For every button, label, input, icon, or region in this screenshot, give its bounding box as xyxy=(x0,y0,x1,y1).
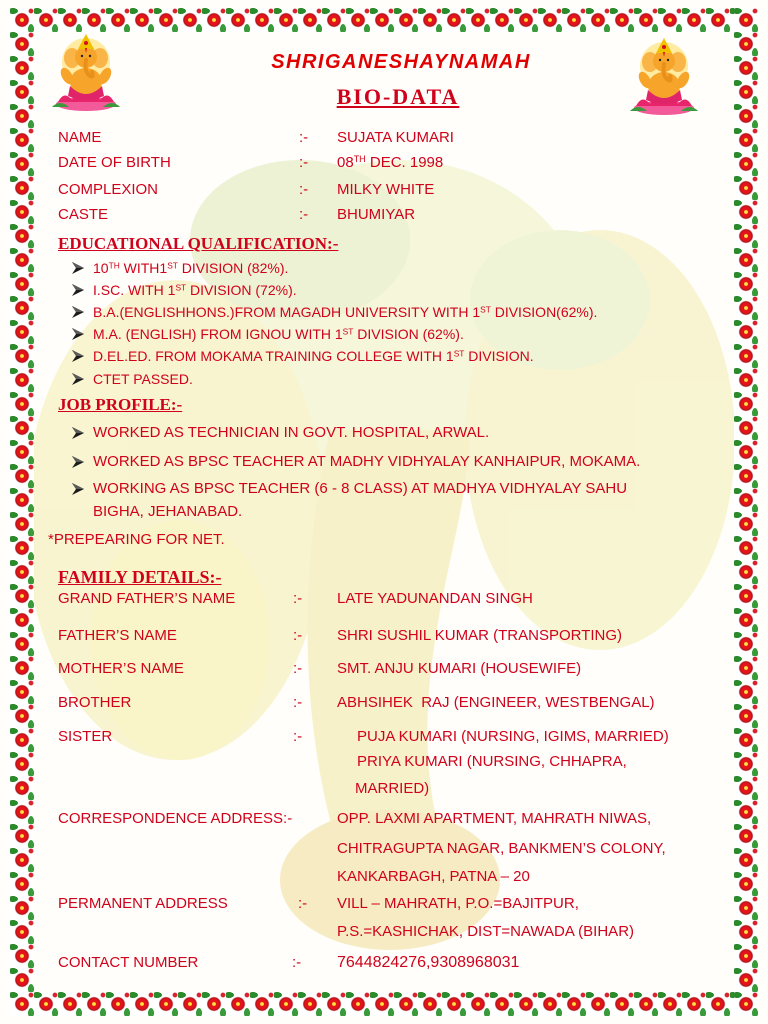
job-item-text: WORKED AS TECHNICIAN IN GOVT. HOSPITAL, ARWAL. xyxy=(93,424,490,441)
text-segment: DIVISION. xyxy=(464,348,534,364)
job-item xyxy=(0,480,768,522)
job-item-text: WORKING AS BPSC TEACHER (6 - 8 CLASS) AT MADHYA VIDHYALAY SAHU xyxy=(93,480,628,497)
job-item xyxy=(0,424,768,444)
field-value-line: PRIYA KUMARI (NURSING, CHHAPRA, xyxy=(357,753,627,770)
personal-row-caste xyxy=(0,206,768,226)
contact-number-value: 7644824276,9308968031 xyxy=(337,954,520,971)
field-value: SUJATA KUMARI xyxy=(337,129,454,146)
job-item-text: WORKED AS BPSC TEACHER AT MADHY VIDHYALAY KANHAIPUR, MOKAMA. xyxy=(93,453,641,470)
biodata-title: BIO-DATA xyxy=(336,84,460,109)
education-item xyxy=(0,370,768,390)
education-item-text xyxy=(93,281,297,299)
field-separator: :- xyxy=(298,895,308,912)
ordinal-suffix: ST xyxy=(342,326,354,337)
education-item-text xyxy=(93,347,534,365)
ordinal-suffix: ST xyxy=(167,260,178,271)
dob-month-year: DEC. 1998 xyxy=(365,154,444,171)
ordinal-suffix: ST xyxy=(453,348,465,359)
field-value-line: VILL – MAHRATH, P.O.=BAJITPUR, xyxy=(337,895,579,912)
text-segment: DIVISION (82%). xyxy=(177,260,289,276)
arrowhead-bullet-icon xyxy=(72,427,84,439)
arrowhead-bullet-icon xyxy=(72,306,84,318)
invocation-heading: SHRIGANESHAYNAMAH xyxy=(271,51,531,73)
field-label: NAME xyxy=(58,129,102,146)
field-separator: :- xyxy=(299,129,309,146)
field-separator: :- xyxy=(299,154,309,171)
family-row-contact-number xyxy=(0,954,768,974)
field-label: CONTACT NUMBER xyxy=(58,954,199,971)
field-label: DATE OF BIRTH xyxy=(58,154,171,171)
field-separator: :- xyxy=(293,660,303,677)
field-label: FATHER’S NAME xyxy=(58,627,177,644)
personal-row-name xyxy=(0,129,768,149)
education-item-text xyxy=(93,303,597,321)
field-label: CASTE xyxy=(58,206,109,223)
job-profile-heading: JOB PROFILE:- xyxy=(58,395,183,414)
text-segment: DIVISION (62%). xyxy=(353,326,464,342)
arrowhead-bullet-icon xyxy=(72,328,84,340)
text-segment: M.A. (ENGLISH) FROM IGNOU WITH 1 xyxy=(93,326,343,342)
field-separator: :- xyxy=(293,627,303,644)
family-row-father xyxy=(0,627,768,647)
field-value-line: OPP. LAXMI APARTMENT, MAHRATH NIWAS, xyxy=(337,810,652,827)
field-separator: :- xyxy=(299,181,309,198)
field-separator: :- xyxy=(292,954,302,971)
floral-border-top xyxy=(10,8,758,32)
arrowhead-bullet-icon xyxy=(72,262,84,274)
text-segment: 10 xyxy=(93,260,109,276)
ordinal-suffix: TH xyxy=(108,260,120,271)
text-segment: DIVISION (72%). xyxy=(186,282,297,298)
floral-border-bottom xyxy=(10,992,758,1016)
education-item xyxy=(0,325,768,345)
field-label: BROTHER xyxy=(58,694,132,711)
field-separator: :- xyxy=(299,206,309,223)
field-label: COMPLEXION xyxy=(58,181,159,198)
field-value: SMT. ANJU KUMARI (HOUSEWIFE) xyxy=(337,660,582,677)
education-item xyxy=(0,259,768,279)
ordinal-suffix: ST xyxy=(175,282,187,293)
personal-row-complexion xyxy=(0,181,768,201)
education-item xyxy=(0,281,768,301)
education-item xyxy=(0,303,768,323)
job-item xyxy=(0,453,768,473)
family-row-brother xyxy=(0,694,768,714)
family-row-grandfather xyxy=(0,590,768,610)
field-label: SISTER xyxy=(58,728,113,745)
dob-ordinal-suffix: TH xyxy=(353,154,366,165)
arrowhead-bullet-icon xyxy=(72,350,84,362)
field-separator: :- xyxy=(293,590,303,607)
field-value: LATE YADUNANDAN SINGH xyxy=(337,590,533,607)
family-row-sister xyxy=(0,728,768,800)
field-value-line: P.S.=KASHICHAK, DIST=NAWADA (BIHAR) xyxy=(337,923,635,940)
family-row-mother xyxy=(0,660,768,680)
family-row-correspondence-address xyxy=(0,810,768,888)
arrowhead-bullet-icon xyxy=(72,483,84,495)
text-segment: DIVISION(62%). xyxy=(490,304,598,320)
education-item-text xyxy=(93,259,288,277)
field-value-line: PUJA KUMARI (NURSING, IGIMS, MARRIED) xyxy=(357,728,669,745)
text-segment: D.EL.ED. FROM MOKAMA TRAINING COLLEGE WITH 1 xyxy=(93,348,454,364)
text-segment: I.SC. WITH 1 xyxy=(93,282,176,298)
note-text: *PREPEARING FOR NET. xyxy=(48,531,225,548)
field-value-line: MARRIED) xyxy=(355,780,430,797)
arrowhead-bullet-icon xyxy=(72,373,84,385)
family-details-heading: FAMILY DETAILS:- xyxy=(58,567,222,587)
field-value-line: CHITRAGUPTA NAGAR, BANKMEN’S COLONY, xyxy=(337,840,666,857)
field-value: BHUMIYAR xyxy=(337,206,416,223)
family-row-permanent-address xyxy=(0,895,768,943)
field-label: CORRESPONDENCE ADDRESS:- xyxy=(58,810,293,827)
field-value xyxy=(337,154,443,172)
field-separator: :- xyxy=(293,694,303,711)
arrowhead-bullet-icon xyxy=(72,456,84,468)
education-heading: EDUCATIONAL QUALIFICATION:- xyxy=(58,234,339,253)
field-value-line: KANKARBAGH, PATNA – 20 xyxy=(337,868,530,885)
arrowhead-bullet-icon xyxy=(72,284,84,296)
field-label: MOTHER’S NAME xyxy=(58,660,184,677)
education-item xyxy=(0,347,768,367)
job-item-text-continued: BIGHA, JEHANABAD. xyxy=(93,503,243,520)
field-value: MILKY WHITE xyxy=(337,181,435,198)
dob-day: 08 xyxy=(337,154,354,171)
text-segment: B.A.(ENGLISHHONS.)FROM MAGADH UNIVERSITY WITH 1 xyxy=(93,304,481,320)
field-value: ABHSIHEK RAJ (ENGINEER, WESTBENGAL) xyxy=(337,694,655,711)
field-separator: :- xyxy=(293,728,303,745)
field-label: GRAND FATHER’S NAME xyxy=(58,590,236,607)
ordinal-suffix: ST xyxy=(480,304,491,315)
education-item-text xyxy=(93,325,464,343)
education-item-text: CTET PASSED. xyxy=(93,371,193,387)
personal-row-date-of-birth xyxy=(0,154,768,174)
text-segment: WITH1 xyxy=(119,260,168,276)
field-label: PERMANENT ADDRESS xyxy=(58,895,228,912)
field-value: SHRI SUSHIL KUMAR (TRANSPORTING) xyxy=(337,627,623,644)
